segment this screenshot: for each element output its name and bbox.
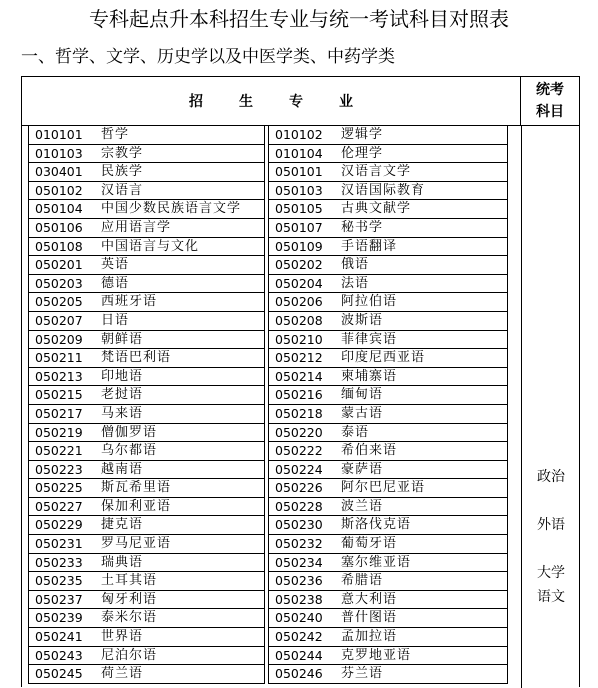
- major-cell-right: [268, 665, 508, 684]
- major-code: 050216: [275, 387, 323, 403]
- major-code: 050242: [275, 629, 323, 645]
- major-name: 德语: [101, 275, 130, 291]
- table-row: [22, 200, 521, 219]
- major-cell-right: [268, 200, 508, 219]
- major-name: 匈牙利语: [101, 591, 158, 607]
- major-cell-left: [28, 572, 265, 591]
- major-code: 050232: [275, 536, 323, 552]
- major-code: 050201: [35, 257, 83, 273]
- exam-subject-college-line1: 大学: [537, 565, 565, 581]
- table-row: [22, 238, 521, 257]
- major-code: 010102: [275, 127, 323, 142]
- major-name: 中国少数民族语言文学: [101, 201, 242, 217]
- major-name: 俄语: [341, 257, 370, 273]
- major-cell-right: [268, 609, 508, 628]
- major-cell-left: [28, 554, 265, 573]
- table-row: [22, 609, 521, 628]
- major-code: 050214: [275, 368, 323, 384]
- major-name: 越南语: [101, 461, 144, 477]
- major-cell-left: [28, 312, 265, 331]
- major-cell-right: [268, 368, 508, 387]
- major-name: 塞尔维亚语: [341, 554, 412, 570]
- major-code: 050236: [275, 573, 323, 589]
- major-cell-left: [28, 405, 265, 424]
- major-cell-right: [268, 461, 508, 480]
- major-code: 050240: [275, 610, 323, 626]
- major-cell-left: [28, 424, 265, 443]
- major-name: 瑞典语: [101, 554, 144, 570]
- major-cell-right: [268, 331, 508, 350]
- major-cell-right: [268, 554, 508, 573]
- major-cell-left: [28, 275, 265, 294]
- major-name: 土耳其语: [101, 573, 158, 589]
- major-name: 汉语言文学: [341, 164, 412, 180]
- major-cell-left: [28, 628, 265, 647]
- table-row: [22, 424, 521, 443]
- major-name: 马来语: [101, 405, 144, 421]
- major-code: 050234: [275, 554, 323, 570]
- major-cell-right: [268, 516, 508, 535]
- table-row: [22, 163, 521, 182]
- major-code: 050239: [35, 610, 83, 626]
- major-name: 汉语言: [101, 182, 144, 198]
- major-cell-left: [28, 126, 265, 145]
- major-cell-right: [268, 424, 508, 443]
- table-row: [22, 591, 521, 610]
- table-row: [22, 628, 521, 647]
- major-name: 英语: [101, 257, 130, 273]
- major-cell-left: [28, 609, 265, 628]
- major-code: 050245: [35, 666, 83, 682]
- major-name: 希腊语: [341, 573, 384, 589]
- table-row: [22, 479, 521, 498]
- major-name: 荷兰语: [101, 666, 144, 682]
- table-row: [22, 368, 521, 387]
- major-code: 050224: [275, 461, 323, 477]
- major-code: 050220: [275, 424, 323, 440]
- major-code: 050208: [275, 312, 323, 328]
- major-name: 阿尔巴尼亚语: [341, 480, 426, 496]
- table-row: [22, 461, 521, 480]
- major-name: 菲律宾语: [341, 331, 398, 347]
- major-code: 050218: [275, 405, 323, 421]
- major-cell-right: [268, 126, 508, 145]
- major-cell-left: [28, 145, 265, 164]
- major-name: 乌尔都语: [101, 443, 158, 459]
- page-title: 专科起点升本科招生专业与统一考试科目对照表: [89, 7, 509, 31]
- table-row: [22, 349, 521, 368]
- major-exam-table: [21, 76, 580, 687]
- header-exam-line2: 科目: [536, 104, 564, 120]
- major-name: 意大利语: [341, 591, 398, 607]
- header-exam-subjects: [521, 77, 579, 126]
- major-code: 050101: [275, 164, 323, 180]
- major-code: 050108: [35, 238, 83, 254]
- section-heading: 一、哲学、文学、历史学以及中医学类、中药学类: [21, 47, 395, 67]
- major-cell-right: [268, 498, 508, 517]
- major-code: 050206: [275, 294, 323, 310]
- table-row: [22, 386, 521, 405]
- major-cell-right: [268, 275, 508, 294]
- major-cell-left: [28, 238, 265, 257]
- table-row: [22, 647, 521, 666]
- major-name: 缅甸语: [341, 387, 384, 403]
- major-cell-right: [268, 386, 508, 405]
- table-row: [22, 498, 521, 517]
- major-name: 梵语巴利语: [101, 350, 172, 366]
- major-code: 030401: [35, 164, 83, 180]
- major-name: 豪萨语: [341, 461, 384, 477]
- major-code: 050223: [35, 461, 83, 477]
- table-row: [22, 145, 521, 164]
- major-name: 宗教学: [101, 145, 144, 161]
- major-cell-right: [268, 238, 508, 257]
- major-name: 罗马尼亚语: [101, 536, 172, 552]
- major-cell-left: [28, 647, 265, 666]
- major-code: 050210: [275, 331, 323, 347]
- major-cell-left: [28, 349, 265, 368]
- major-name: 手语翻译: [341, 238, 398, 254]
- major-code: 050109: [275, 238, 323, 254]
- table-row: [22, 275, 521, 294]
- major-cell-left: [28, 498, 265, 517]
- major-cell-left: [28, 535, 265, 554]
- table-row: [22, 182, 521, 201]
- major-name: 僧伽罗语: [101, 424, 158, 440]
- major-name: 伦理学: [341, 145, 384, 161]
- major-code: 050211: [35, 350, 83, 366]
- table-row: [22, 126, 521, 145]
- major-cell-right: [268, 479, 508, 498]
- major-cell-right: [268, 182, 508, 201]
- major-code: 050222: [275, 443, 323, 459]
- major-name: 泰米尔语: [101, 610, 158, 626]
- major-cell-left: [28, 479, 265, 498]
- major-name: 西班牙语: [101, 294, 158, 310]
- major-name: 法语: [341, 275, 370, 291]
- major-code: 050105: [275, 201, 323, 217]
- major-code: 050215: [35, 387, 83, 403]
- major-cell-right: [268, 145, 508, 164]
- major-cell-left: [28, 331, 265, 350]
- major-name: 老挝语: [101, 387, 144, 403]
- major-code: 050235: [35, 573, 83, 589]
- major-code: 010104: [275, 145, 323, 161]
- exam-subjects-column: [521, 126, 579, 688]
- major-cell-right: [268, 572, 508, 591]
- major-name: 波斯语: [341, 312, 384, 328]
- major-code: 050107: [275, 219, 323, 235]
- major-cell-left: [28, 256, 265, 275]
- major-cell-right: [268, 349, 508, 368]
- major-name: 汉语国际教育: [341, 182, 426, 198]
- major-cell-left: [28, 461, 265, 480]
- major-name: 逻辑学: [341, 127, 384, 142]
- major-code: 050205: [35, 294, 83, 310]
- major-name: 秘书学: [341, 219, 384, 235]
- major-name: 保加利亚语: [101, 498, 172, 514]
- major-cell-right: [268, 442, 508, 461]
- major-cell-left: [28, 163, 265, 182]
- major-name: 普什图语: [341, 610, 398, 626]
- major-code: 050229: [35, 517, 83, 533]
- major-cell-right: [268, 219, 508, 238]
- exam-subject-college-line2: 语文: [537, 589, 565, 605]
- major-code: 050241: [35, 629, 83, 645]
- major-code: 050204: [275, 275, 323, 291]
- major-code: 010103: [35, 145, 83, 161]
- major-name: 哲学: [101, 127, 130, 142]
- major-code: 050106: [35, 219, 83, 235]
- header-exam-line1: 统考: [536, 82, 564, 98]
- major-code: 050207: [35, 312, 83, 328]
- major-code: 050244: [275, 647, 323, 663]
- major-code: 050228: [275, 498, 323, 514]
- major-name: 希伯来语: [341, 443, 398, 459]
- major-name: 世界语: [101, 629, 144, 645]
- major-name: 柬埔寨语: [341, 368, 398, 384]
- major-code: 050225: [35, 480, 83, 496]
- table-body: [22, 126, 521, 684]
- header-major: 招生专业: [22, 77, 521, 126]
- major-name: 朝鲜语: [101, 331, 144, 347]
- major-cell-right: [268, 163, 508, 182]
- major-name: 斯瓦希里语: [101, 480, 172, 496]
- table-row: [22, 293, 521, 312]
- table-row: [22, 442, 521, 461]
- table-row: [22, 312, 521, 331]
- major-code: 050202: [275, 257, 323, 273]
- major-code: 050226: [275, 480, 323, 496]
- major-name: 尼泊尔语: [101, 647, 158, 663]
- major-code: 050217: [35, 405, 83, 421]
- major-cell-left: [28, 442, 265, 461]
- major-code: 050231: [35, 536, 83, 552]
- major-code: 050102: [35, 182, 83, 198]
- exam-subject-foreign-language: 外语: [537, 517, 565, 533]
- major-name: 蒙古语: [341, 405, 384, 421]
- table-row: [22, 219, 521, 238]
- major-code: 050246: [275, 666, 323, 682]
- major-name: 捷克语: [101, 517, 144, 533]
- major-code: 050230: [275, 517, 323, 533]
- major-cell-right: [268, 256, 508, 275]
- major-code: 050237: [35, 591, 83, 607]
- major-name: 泰语: [341, 424, 370, 440]
- major-name: 斯洛伐克语: [341, 517, 412, 533]
- major-cell-right: [268, 293, 508, 312]
- major-cell-right: [268, 628, 508, 647]
- major-code: 050213: [35, 368, 83, 384]
- major-code: 010101: [35, 127, 83, 142]
- major-code: 050219: [35, 424, 83, 440]
- major-name: 印度尼西亚语: [341, 350, 426, 366]
- table-row: [22, 256, 521, 275]
- major-name: 古典文献学: [341, 201, 412, 217]
- major-cell-left: [28, 200, 265, 219]
- major-cell-left: [28, 182, 265, 201]
- major-cell-right: [268, 591, 508, 610]
- table-row: [22, 572, 521, 591]
- table-row: [22, 331, 521, 350]
- major-cell-left: [28, 665, 265, 684]
- major-cell-left: [28, 219, 265, 238]
- exam-subject-politics: 政治: [537, 469, 565, 485]
- major-name: 葡萄牙语: [341, 536, 398, 552]
- major-name: 民族学: [101, 164, 144, 180]
- major-code: 050104: [35, 201, 83, 217]
- major-cell-left: [28, 293, 265, 312]
- major-cell-right: [268, 535, 508, 554]
- major-code: 050209: [35, 331, 83, 347]
- major-name: 孟加拉语: [341, 629, 398, 645]
- table-row: [22, 554, 521, 573]
- table-row: [22, 405, 521, 424]
- major-name: 中国语言与文化: [101, 238, 200, 254]
- major-code: 050212: [275, 350, 323, 366]
- major-name: 印地语: [101, 368, 144, 384]
- major-cell-right: [268, 405, 508, 424]
- table-row: [22, 516, 521, 535]
- table-row: [22, 665, 521, 684]
- major-name: 克罗地亚语: [341, 647, 412, 663]
- major-name: 阿拉伯语: [341, 294, 398, 310]
- major-cell-left: [28, 368, 265, 387]
- major-code: 050233: [35, 554, 83, 570]
- major-cell-right: [268, 647, 508, 666]
- major-cell-right: [268, 312, 508, 331]
- major-name: 波兰语: [341, 498, 384, 514]
- major-name: 应用语言学: [101, 219, 172, 235]
- major-code: 050227: [35, 498, 83, 514]
- major-cell-left: [28, 516, 265, 535]
- major-cell-left: [28, 591, 265, 610]
- major-name: 日语: [101, 312, 130, 328]
- major-name: 芬兰语: [341, 666, 384, 682]
- major-code: 050243: [35, 647, 83, 663]
- major-code: 050103: [275, 182, 323, 198]
- major-cell-left: [28, 386, 265, 405]
- major-code: 050221: [35, 443, 83, 459]
- major-code: 050203: [35, 275, 83, 291]
- table-row: [22, 535, 521, 554]
- major-code: 050238: [275, 591, 323, 607]
